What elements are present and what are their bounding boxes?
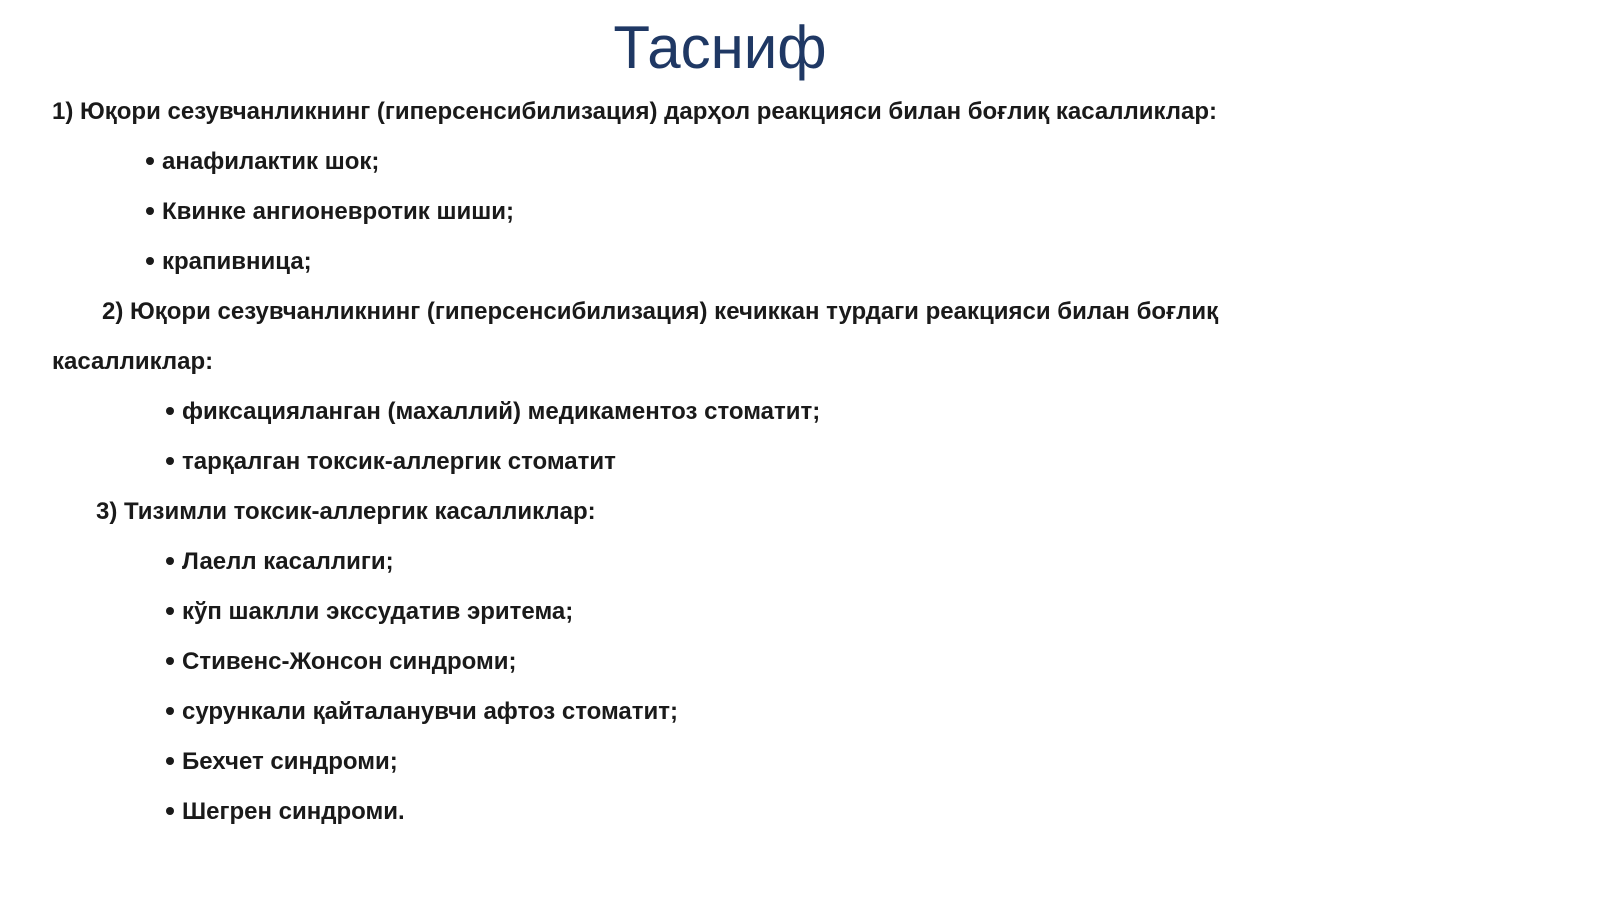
section-3-item [166,597,573,627]
section-3-item-text: Лаелл касаллиги; [182,548,394,575]
section-3-item-text: Стивенс-Жонсон синдроми; [182,648,517,675]
bullet-icon [166,457,174,465]
slide-title: Тасниф [613,14,827,81]
section-3-item [166,697,678,727]
section-3-item-text: сурункали қайталанувчи афтоз стоматит; [182,698,679,725]
section-1-heading: 1) Юқори сезувчанликнинг (гиперсенсибилизация) дарҳол реакцияси билан боғлиқ касалликлар: [52,98,1218,125]
section-2-item-text: фиксацияланган (махаллий) медикаментоз стоматит; [182,398,821,425]
section-2-item-text: тарқалган токсик-аллергик стоматит [182,448,616,475]
bullet-icon [146,257,154,265]
section-2-heading: 2) Юқори сезувчанликнинг (гиперсенсибилизация) кечиккан турдаги реакцияси билан боғлиқ [102,298,1219,325]
section-3-item-text: кўп шаклли экссудатив эритема; [182,598,574,625]
bullet-icon [166,657,174,665]
bullet-icon [166,607,174,615]
bullet-icon [166,407,174,415]
section-1-item [146,147,379,177]
section-3-item [166,647,517,677]
section-1-item-text: крапивница; [162,248,312,275]
bullet-icon [166,707,174,715]
bullet-icon [166,557,174,565]
bullet-icon [146,157,154,165]
section-1-item [146,197,514,227]
bullet-icon [166,807,174,815]
section-1-item [146,247,312,277]
section-3-heading: 3) Тизимли токсик-аллергик касалликлар: [96,498,596,525]
section-1-item-text: Квинке ангионевротик шиши; [162,198,514,225]
section-3-item-text: Шегрен синдроми. [182,798,405,825]
section-2-item [166,447,616,477]
section-2-item [166,397,820,427]
section-3-item-text: Бехчет синдроми; [182,748,398,775]
section-3-item [166,547,394,577]
section-1-item-text: анафилактик шок; [162,148,380,175]
bullet-icon [166,757,174,765]
section-2-heading-continuation: касалликлар: [52,348,214,375]
section-3-item [166,747,398,777]
section-3-item [166,797,405,827]
bullet-icon [146,207,154,215]
